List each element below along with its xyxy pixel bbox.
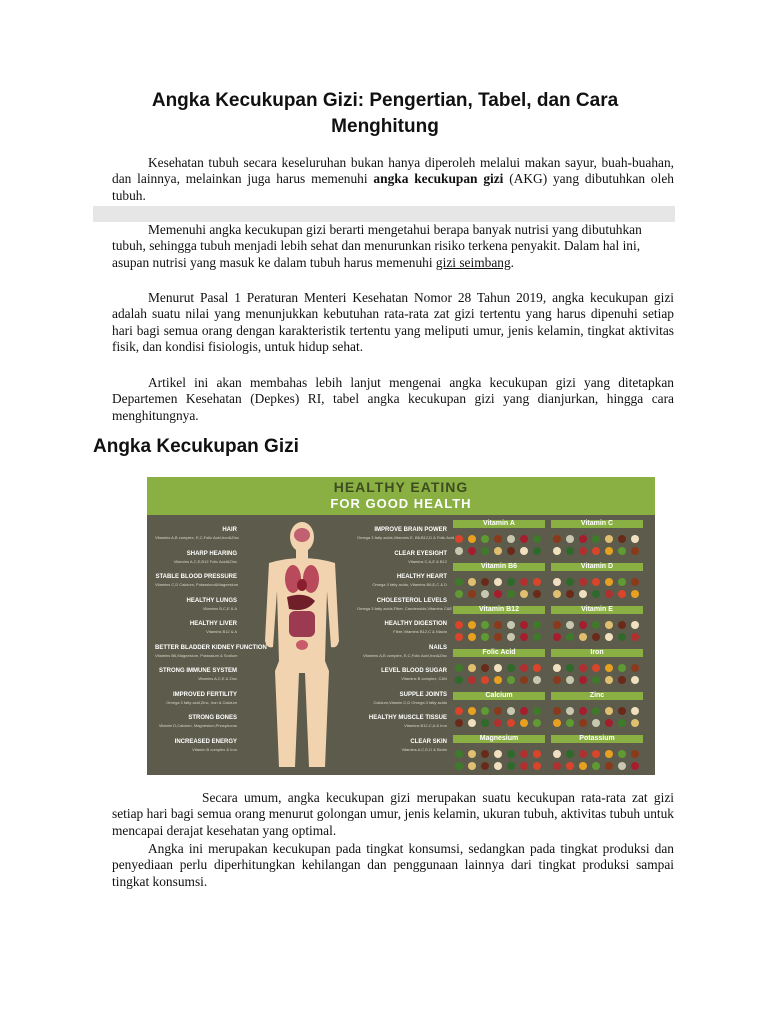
nutrient-food-row: [551, 587, 643, 601]
highlight-band: [93, 206, 675, 222]
banner-title: HEALTHY EATING: [333, 479, 469, 495]
food-icon: [455, 578, 463, 586]
food-icon: [631, 590, 639, 598]
p3-text: Menurut Pasal 1 Peraturan Menteri Kesehatan Nomor 28 Tahun 2019, angka kecukupan gizi adalah suatu nilai yang menunjukkan kebutuhan rata-rata zat gizi tertentu yang harus dipenuhi setiap hari bagi semua orang dengan karakteristik tertentu yang meliputi umur, jenis kelamin, tingkat aktivitas fisik, dan kondisi fisiologis, untuk hidup sehat.: [112, 290, 674, 355]
food-icon: [631, 762, 639, 770]
food-icon: [579, 590, 587, 598]
food-icon: [566, 590, 574, 598]
food-icon: [520, 621, 528, 629]
food-icon: [520, 547, 528, 555]
food-icon: [455, 621, 463, 629]
nutrient-title: Vitamin D: [551, 563, 643, 571]
p1-text-end: (AKG) yang dibutuhkan oleh tubuh.: [112, 171, 674, 203]
food-icon: [592, 707, 600, 715]
food-icon: [520, 676, 528, 684]
food-icon: [468, 578, 476, 586]
food-icon: [553, 578, 561, 586]
p5-text: Secara umum, angka kecukupan gizi merupakan suatu kecukupan rata-rata zat gizi setiap hari bagi semua orang menurut golongan umur, jenis kelamin, ukuran tubuh, aktivitas tubuh untuk mencapai derajat kesehatan yang optimal.: [112, 790, 674, 838]
food-icon: [507, 707, 515, 715]
food-icon: [592, 578, 600, 586]
section-heading: Angka Kecukupan Gizi: [93, 436, 299, 457]
food-icon: [507, 676, 515, 684]
food-icon: [533, 676, 541, 684]
nutrient-title: Iron: [551, 649, 643, 657]
food-icon: [579, 535, 587, 543]
food-icon: [507, 590, 515, 598]
food-icon: [533, 590, 541, 598]
food-icon: [494, 676, 502, 684]
food-icon: [618, 707, 626, 715]
food-icon: [455, 750, 463, 758]
food-icon: [455, 762, 463, 770]
right-benefit-sub: Vitamins A,B complex, E,C,Folic Acid,Iron&Zinc: [363, 652, 447, 658]
food-icon: [631, 535, 639, 543]
food-icon: [507, 719, 515, 727]
food-icon: [553, 535, 561, 543]
food-icon: [592, 664, 600, 672]
p1-bold: angka kecukupan gizi: [373, 171, 504, 187]
food-icon: [579, 547, 587, 555]
p2-text-end: .: [510, 254, 515, 270]
nutrient-title: Calcium: [453, 692, 545, 700]
food-icon: [618, 664, 626, 672]
food-icon: [553, 750, 561, 758]
food-icon: [481, 590, 489, 598]
food-icon: [494, 578, 502, 586]
infographic-banner: [147, 477, 655, 515]
nutrient-title: Folic Acid: [453, 649, 545, 657]
right-benefit-sub: Omega 3 fatty acids,Vitamins E, B6,B12,D & Folic Acid: [357, 535, 455, 540]
right-benefit-sub: Omega 3 fatty acids, Vitamins B6,E,C & D: [372, 582, 447, 587]
healthy-eating-infographic: [147, 477, 655, 775]
food-icon: [618, 578, 626, 586]
nutrient-food-row: [453, 630, 545, 644]
food-icon: [553, 676, 561, 684]
left-benefit-label: INCREASED ENERGY: [174, 738, 237, 745]
nutrient-title: Vitamin B6: [453, 563, 545, 571]
food-icon: [592, 633, 600, 641]
food-icon: [566, 676, 574, 684]
food-icon: [566, 719, 574, 727]
food-icon: [579, 664, 587, 672]
food-icon: [468, 621, 476, 629]
food-icon: [631, 707, 639, 715]
left-benefit-label: HEALTHY LUNGS: [186, 597, 237, 604]
left-benefit-sub: Vitamins A,B complex, E,C,Folic Acid,Iron&Zinc: [155, 535, 239, 540]
food-icon: [618, 590, 626, 598]
food-icon: [481, 707, 489, 715]
right-benefit-sub: Vitamins A,C,E,D & Biotin: [401, 746, 447, 752]
food-icon: [455, 676, 463, 684]
food-icon: [618, 750, 626, 758]
gizi-seimbang-link[interactable]: gizi seimbang: [435, 254, 511, 270]
right-benefit-label: HEALTHY HEART: [396, 574, 447, 580]
right-benefit-label: CHOLESTEROL LEVELS: [376, 597, 447, 604]
page-title: [100, 88, 670, 140]
food-icon: [618, 676, 626, 684]
right-benefit-sub: Vitamins C,A,E & B12: [408, 558, 447, 564]
food-icon: [468, 750, 476, 758]
p6-text: Angka ini merupakan kecukupan pada tingkat konsumsi, sedangkan pada tingkat produksi dan penyediaan perlu diperhitungkan kehilangan dan penggunaan lainnya dari tingkat produksi sampai tingkat konsumsi.: [112, 841, 674, 889]
food-icon: [481, 633, 489, 641]
food-icon: [605, 578, 613, 586]
left-benefit-label: HAIR: [222, 527, 237, 533]
right-benefit-label: HEALTHY DIGESTION: [384, 621, 447, 627]
food-icon: [533, 633, 541, 641]
food-icon: [592, 535, 600, 543]
nutrient-food-row: [551, 716, 643, 730]
food-icon: [494, 750, 502, 758]
food-icon: [507, 664, 515, 672]
nutrient-food-row: [453, 716, 545, 730]
left-benefit-sub: Vitamins B6,Magnesium, Potassium & Sodium: [155, 652, 238, 658]
food-icon: [481, 719, 489, 727]
food-icon: [579, 762, 587, 770]
food-icon: [455, 633, 463, 641]
nutrient-food-row: [453, 759, 545, 773]
right-benefit-sub: Vitamins B12,C,A & Iron: [404, 723, 447, 728]
food-icon: [566, 633, 574, 641]
food-icon: [566, 535, 574, 543]
food-icon: [520, 719, 528, 727]
food-icon: [455, 535, 463, 543]
nutrient-food-row: [551, 759, 643, 773]
food-icon: [533, 664, 541, 672]
nutrient-title: Potassium: [551, 735, 643, 743]
food-icon: [592, 762, 600, 770]
food-icon: [618, 621, 626, 629]
left-benefit-label: SHARP HEARING: [186, 550, 237, 557]
food-icon: [507, 621, 515, 629]
food-icon: [579, 719, 587, 727]
right-benefit-label: IMPROVE BRAIN POWER: [374, 527, 447, 533]
food-icon: [605, 590, 613, 598]
food-icon: [494, 707, 502, 715]
food-icon: [520, 707, 528, 715]
food-icon: [631, 578, 639, 586]
food-icon: [618, 762, 626, 770]
food-icon: [494, 535, 502, 543]
food-icon: [631, 676, 639, 684]
left-benefit-sub: Vitamins A,C,E & Zinc: [197, 676, 237, 681]
food-icon: [507, 578, 515, 586]
nutrient-food-row: [551, 630, 643, 644]
paragraph-6: [112, 841, 674, 890]
food-icon: [553, 590, 561, 598]
food-icon: [468, 719, 476, 727]
food-icon: [579, 750, 587, 758]
food-icon: [481, 750, 489, 758]
p1-text: Kesehatan tubuh secara keseluruhan bukan hanya diperoleh melalui makan sayur, buah-buahan, dan lainnya, melainkan juga harus memenuhi: [112, 155, 674, 187]
food-icon: [481, 762, 489, 770]
food-icon: [605, 664, 613, 672]
p4-text: Artikel ini akan membahas lebih lanjut mengenai angka kecukupan gizi yang ditetapkan Departemen Kesehatan (Depkes) RI, tabel angka kecukupan gizi yang dianjurkan, hingga cara menghitungnya.: [112, 375, 674, 423]
food-icon: [566, 707, 574, 715]
nutrient-title: Vitamin E: [551, 606, 643, 614]
food-icon: [631, 621, 639, 629]
food-icon: [592, 547, 600, 555]
right-benefit-label: HEALTHY MUSCLE TISSUE: [368, 715, 447, 721]
food-icon: [468, 633, 476, 641]
nutrient-title: Vitamin C: [551, 520, 643, 528]
food-icon: [579, 676, 587, 684]
food-icon: [605, 676, 613, 684]
food-icon: [507, 762, 515, 770]
nutrient-title: Magnesium: [453, 735, 545, 743]
left-benefit-label: HEALTHY LIVER: [189, 621, 237, 627]
food-icon: [494, 547, 502, 555]
nutrient-food-row: [551, 673, 643, 687]
food-icon: [553, 707, 561, 715]
food-icon: [533, 535, 541, 543]
right-benefit-label: CLEAR SKIN: [410, 738, 447, 745]
left-benefit-label: IMPROVED FERTILITY: [172, 691, 237, 698]
food-icon: [579, 578, 587, 586]
food-icon: [553, 762, 561, 770]
right-benefit-label: LEVEL BLOOD SUGAR: [381, 668, 447, 674]
food-icon: [553, 633, 561, 641]
food-icon: [494, 633, 502, 641]
food-icon: [553, 547, 561, 555]
left-benefit-label: STABLE BLOOD PRESSURE: [155, 574, 237, 580]
title-line-2: Menghitung: [331, 116, 439, 137]
food-icon: [455, 547, 463, 555]
food-icon: [481, 578, 489, 586]
left-benefit-sub: Omega 3 fatty acid,Zinc, Iron & Calcium: [166, 699, 237, 705]
food-icon: [605, 707, 613, 715]
food-icon: [605, 719, 613, 727]
food-icon: [592, 719, 600, 727]
food-icon: [566, 578, 574, 586]
nutrient-title: Vitamin B12: [453, 606, 545, 614]
food-icon: [553, 621, 561, 629]
right-benefit-sub: Omega 3 fatty acids,Fiber, Carotenoids,Vitamins C&E: [357, 605, 453, 611]
food-icon: [520, 633, 528, 641]
food-icon: [592, 621, 600, 629]
food-icon: [618, 719, 626, 727]
right-benefit-label: SUPPLE JOINTS: [399, 691, 447, 698]
left-benefit-sub: Vitamin D,Calcium, Magnesium,Phosphorus: [158, 723, 237, 728]
left-benefit-label: BETTER BLADDER KIDNEY FUNCTION: [155, 644, 267, 651]
food-icon: [494, 664, 502, 672]
right-benefit-sub: Calcium,Vitamin C,D Omega 3 fatty acids: [373, 699, 447, 705]
food-icon: [507, 547, 515, 555]
food-icon: [605, 750, 613, 758]
food-icon: [481, 621, 489, 629]
food-icon: [468, 535, 476, 543]
left-benefit-sub: Vitamin B complex & Iron: [192, 746, 237, 752]
paragraph-2: [112, 222, 674, 271]
food-icon: [618, 547, 626, 555]
nutrient-title: Vitamin A: [453, 520, 545, 528]
food-icon: [579, 621, 587, 629]
left-benefit-label: STRONG BONES: [188, 715, 237, 721]
food-icon: [507, 535, 515, 543]
food-icon: [553, 719, 561, 727]
food-icon: [533, 707, 541, 715]
food-icon: [566, 547, 574, 555]
food-icon: [520, 590, 528, 598]
food-icon: [494, 621, 502, 629]
food-icon: [605, 621, 613, 629]
food-icon: [468, 590, 476, 598]
food-icon: [618, 633, 626, 641]
food-icon: [468, 762, 476, 770]
nutrient-title: Zinc: [551, 692, 643, 700]
left-benefit-sub: Vitamins B,C,E & A: [202, 605, 237, 611]
food-icon: [494, 590, 502, 598]
food-icon: [468, 707, 476, 715]
food-icon: [631, 719, 639, 727]
left-benefit-sub: Vitamins A,C,E,B12 Folic Acid&Zinc: [173, 558, 237, 564]
food-icon: [533, 547, 541, 555]
food-icon: [533, 621, 541, 629]
food-icon: [481, 547, 489, 555]
food-icon: [618, 535, 626, 543]
food-icon: [605, 535, 613, 543]
food-icon: [468, 547, 476, 555]
food-icon: [631, 633, 639, 641]
food-icon: [507, 633, 515, 641]
food-icon: [533, 750, 541, 758]
food-icon: [481, 664, 489, 672]
paragraph-5: [112, 790, 674, 839]
right-benefit-sub: Vitamins B complex, C&N: [401, 676, 447, 681]
food-icon: [520, 578, 528, 586]
food-icon: [455, 719, 463, 727]
food-icon: [631, 750, 639, 758]
right-benefit-label: NAILS: [429, 644, 447, 651]
right-benefit-label: CLEAR EYESIGHT: [394, 550, 447, 557]
paragraph-3: [112, 290, 674, 356]
nutrient-food-row: [453, 544, 545, 558]
nutrient-food-row: [551, 544, 643, 558]
food-icon: [533, 719, 541, 727]
food-icon: [455, 664, 463, 672]
food-icon: [553, 664, 561, 672]
food-icon: [566, 621, 574, 629]
p2-text: Memenuhi angka kecukupan gizi berarti mengetahui berapa banyak nutrisi yang dibutuhkan tubuh, sehingga tubuh menjadi lebih sehat dan menurunkan risiko terkena penyakit. Dalam hal ini, asupan nutrisi yang masuk ke dalam tubuh harus memenuhi: [112, 222, 642, 270]
food-icon: [455, 707, 463, 715]
food-icon: [605, 547, 613, 555]
food-icon: [566, 664, 574, 672]
paragraph-4: [112, 375, 674, 424]
food-icon: [481, 535, 489, 543]
food-icon: [592, 676, 600, 684]
food-icon: [533, 578, 541, 586]
food-icon: [631, 664, 639, 672]
food-icon: [605, 633, 613, 641]
food-icon: [520, 750, 528, 758]
left-benefit-sub: Vitamins C,D Calcium, Potassium&Magnesium: [155, 582, 239, 587]
food-icon: [455, 590, 463, 598]
title-line-1: Angka Kecukupan Gizi: Pengertian, Tabel, dan Cara: [151, 90, 619, 111]
nutrient-food-row: [453, 673, 545, 687]
paragraph-intro: [112, 155, 674, 204]
food-icon: [631, 547, 639, 555]
nutrient-food-row: [453, 587, 545, 601]
food-icon: [605, 762, 613, 770]
food-icon: [494, 762, 502, 770]
food-icon: [566, 762, 574, 770]
food-icon: [592, 590, 600, 598]
food-icon: [507, 750, 515, 758]
food-icon: [592, 750, 600, 758]
food-icon: [579, 633, 587, 641]
left-benefit-label: STRONG IMMUNE SYSTEM: [158, 668, 237, 674]
food-icon: [468, 676, 476, 684]
food-icon: [579, 707, 587, 715]
food-icon: [481, 676, 489, 684]
food-icon: [520, 664, 528, 672]
food-icon: [520, 762, 528, 770]
food-icon: [533, 762, 541, 770]
right-benefit-sub: Fibre,Vitamins B12,C & Niacin: [393, 629, 447, 634]
food-icon: [566, 750, 574, 758]
food-icon: [520, 535, 528, 543]
left-benefit-sub: Vitamins B12 & A: [206, 629, 237, 634]
food-icon: [494, 719, 502, 727]
banner-subtitle: FOR GOOD HEALTH: [330, 496, 472, 511]
food-icon: [468, 664, 476, 672]
